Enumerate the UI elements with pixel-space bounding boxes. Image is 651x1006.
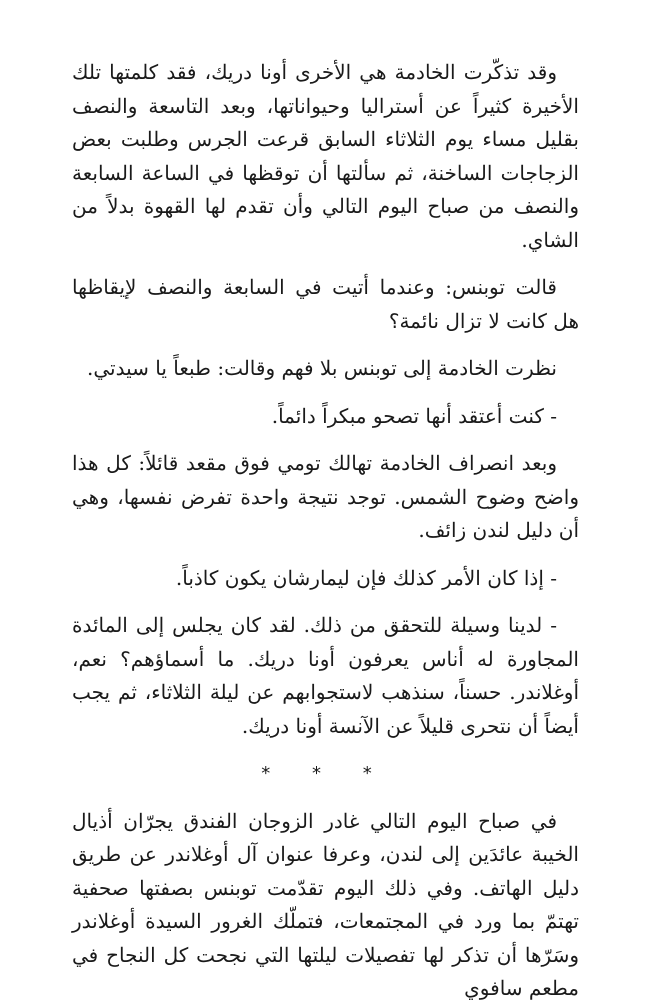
paragraph-tommy-conclusion: وبعد انصراف الخادمة تهالك تومي فوق مقعد قائلاً: كل هذا واضح وضوح الشمس. توجد نتيجة واحدة تفرض نفسها، وهي أن دليل لندن زائف. xyxy=(72,451,579,542)
paragraph-tuppence-question: قالت توبنس: وعندما أتيت في السابعة والنصف لإيقاظها هل كانت لا تزال نائمة؟ xyxy=(72,275,579,333)
book-page xyxy=(72,56,579,1000)
dialog-line-verify: - لدينا وسيلة للتحقق من ذلك. لقد كان يجلس إلى المائدة المجاورة له أناس يعرفون أونا دريك. ما أسماؤهم؟ نعم، أوغلاندر. حسناً، سنذهب لاستجوابهم عن ليلة الثلاثاء، ثم يجب أيضاً أن نتحرى قليلاً عن الآنسة أونا دريك. xyxy=(72,613,579,738)
dialog-line-lemarchant: - إذا كان الأمر كذلك فإن ليمارشان يكون كاذباً. xyxy=(175,565,557,590)
dialog-line-early-riser: - كنت أعتقد أنها تصحو مبكراً دائماً. xyxy=(271,403,557,428)
section-separator: * * * xyxy=(261,763,390,784)
paragraph-maid-reply: نظرت الخادمة إلى توبنس بلا فهم وقالت: طبعاً يا سيدتي. xyxy=(87,356,557,380)
paragraph-next-morning: في صباح اليوم التالي غادر الزوجان الفندق يجرّان أذيال الخيبة عائدَين إلى لندن، وعرفا عنوان آل أوغلاندر عن طريق دليل الهاتف. وفي ذلك اليوم تقدّمت توبنس بصفتها صحفية تهتمّ بما ورد في المجتمعات، فتملّك الغرور السيدة أوغلاندر وسَرّها أن تذكر لها تفصيلات ليلتها التي نجحت كل النجاح في مطعم سافوي xyxy=(72,808,579,1000)
paragraph-maid-memory: وقد تذكّرت الخادمة هي الأخرى أونا دريك، فقد كلمتها تلك الأخيرة كثيراً عن أستراليا وحيواناتها، وبعد التاسعة والنصف بقليل مساء يوم الثلاثاء السابق قرعت الجرس وطلبت بعض الزجاجات الساخنة، ثم سألتها أن توقظها في الساعة السابعة والنصف من صباح اليوم التالي وأن تقدم لها القهوة بدلاً من الشاي. xyxy=(72,60,579,252)
